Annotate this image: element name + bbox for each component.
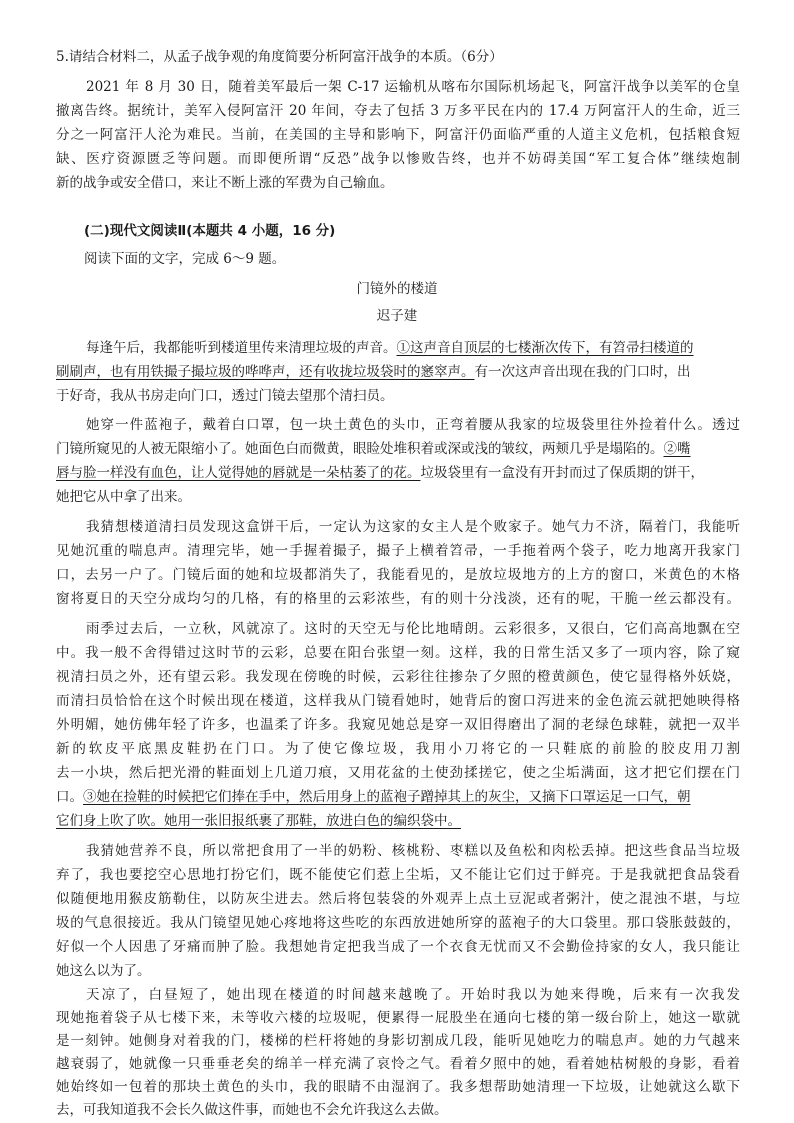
paragraph-line: 我猜想楼道清扫员发现这盒饼干后，一定认为这家的女主人是个败家子。她气力不济，隔着门，我能听 <box>86 519 740 535</box>
paragraph-line: 见她沉重的喘息声。清理完毕，她一手握着撮子，撮子上横着笤帚，一手拖着两个袋子，吃力地离开我家门 <box>56 543 740 559</box>
underlined-sentence-3: ③她在捡鞋的时候把它们捧在手中，然后用身上的蓝袍子蹭掉其上的灰尘，又摘下口罩运足一口气，朝 <box>83 789 691 805</box>
underlined-sentence-3: 它们身上吹了吹。她用一张旧报纸裹了那鞋，放进白色的编织袋中。 <box>56 813 461 829</box>
material-line: 缺、医疗资源匮乏等问题。而即便所谓“反恐”战争以惨败告终，也并不妨碍美国“军工复合体”继续炮制 <box>56 151 740 167</box>
paragraph-line: 我猜她营养不良，所以常把食用了一半的奶粉、核桃粉、枣糕以及鱼松和肉松丢掉。把这些食品当垃圾 <box>86 843 740 859</box>
line-text: 有一次这声音出现在我的门口时，出 <box>474 364 691 380</box>
paragraph-line: 外明媚，她仿佛年轻了许多，也温柔了许多。我窥见她总是穿一双旧得磨出了洞的老绿色球鞋，就把一双半 <box>56 717 740 733</box>
paragraph-line: 圾的气息很接近。我从门镜望见她心疼地将这些吃的东西放进她所穿的蓝袍子的大口袋里。那口袋胀鼓鼓的， <box>56 915 740 931</box>
paragraph-line: 于好奇，我从书房走向门口，透过门镜去望那个清扫员。 <box>56 388 394 404</box>
paragraph-line <box>56 439 740 459</box>
paragraph-line: 雨季过去后，一立秋，风就凉了。这时的天空无与伦比地晴朗。云彩很多，又很白，它们高高地飘在空 <box>86 621 740 637</box>
paragraph-line: 她这么以为了。 <box>56 963 151 979</box>
article-author: 迟子建 <box>376 308 418 324</box>
paragraph-line: 她穿一件蓝袍子，戴着白口罩，包一块土黄色的头巾，正弯着腰从我家的垃圾袋里往外捡着什么。透过 <box>86 417 740 433</box>
paragraph-line: 现她拖着袋子从七楼下来，未等收六楼的垃圾呢，便累得一屁股坐在通向七楼的第一级台阶上，她这一歇就 <box>56 1010 740 1026</box>
underlined-sentence-2: 唇与脸一样没有血色，让人觉得她的唇就是一朵枯萎了的花。 <box>56 465 421 481</box>
paragraph-line <box>56 362 740 382</box>
line-text: 门镜所窥见的人被无限缩小了。她面色白而微黄，眼睑处堆积着或深或浅的皱纹，两颊几乎是塌陷的。 <box>56 441 664 457</box>
material-line: 分之一阿富汗人沦为难民。当前，在美国的主导和影响下，阿富汗仍面临严重的人道主义危机，包括粮食短 <box>56 127 740 143</box>
material-line: 撤离告终。据统计，美军入侵阿富汗 20 年间，夺去了包括 3 万多平民在内的 17.4 万阿富汗人的生命，近三 <box>56 103 740 119</box>
material-line: 2021 年 8 月 30 日，随着美军最后一架 C-17 运输机从喀布尔国际机场起飞，阿富汗战争以美军的仓皇 <box>86 79 740 95</box>
section-heading: (二)现代文阅读Ⅱ(本题共 4 小题，16 分) <box>84 223 336 239</box>
paragraph-line <box>56 787 740 807</box>
line-text: 口。 <box>56 789 83 805</box>
question-5-prompt: 5.请结合材料二，从孟子战争观的角度简要分析阿富汗战争的本质。（6分） <box>56 49 503 65</box>
line-text: 垃圾袋里有一盒没有开封而过了保质期的饼干， <box>420 465 704 481</box>
paragraph-line <box>86 338 740 358</box>
paragraph-line: 是一刻钟。她侧身对着我的门，楼梯的栏杆将她的身影切割成几段，能听见她吃力的喘息声。她的力气越来 <box>56 1033 740 1049</box>
paragraph-line: 天凉了，白昼短了，她出现在楼道的时间越来越晚了。开始时我以为她来得晚，后来有一次我发 <box>86 987 740 1003</box>
underlined-sentence-2: ②嘴 <box>663 441 691 457</box>
paragraph-line: 去，可我知道我不会长久做这件事，而她也不会允许我这么去做。 <box>56 1102 448 1118</box>
paragraph-line: 新的软皮平底黑皮鞋扔在门口。为了使它像垃圾，我用小刀将它的一只鞋底的前脸的胶皮用刀割 <box>56 741 740 757</box>
paragraph-line: 她把它从中拿了出来。 <box>56 489 191 505</box>
material-line: 新的战争或安全借口，来让不断上涨的军费为自己输血。 <box>56 175 394 191</box>
paragraph-line: 弃了，我也要挖空心思地打扮它们，既不能使它们惹上尘垢，又不能让它们过于鲜亮。于是我就把食品袋看 <box>56 867 740 883</box>
paragraph-line <box>56 463 740 483</box>
section-instruction: 阅读下面的文字，完成 6～9 题。 <box>84 251 286 267</box>
paragraph-line: 而清扫员恰恰在这个时候出现在楼道，这样我从门镜看她时，她背后的窗口泻进来的金色流云就把她映得格 <box>56 693 740 709</box>
paragraph-line: 窗将夏日的天空分成均匀的几格，有的格里的云彩浓些，有的则十分浅淡，还有的呢，干脆一丝云都没有。 <box>56 591 740 607</box>
paragraph-line: 她始终如一包着的那块土黄色的头巾，我的眼睛不由湿润了。我多想帮助她清理一下垃圾，让她就这么歇下 <box>56 1079 740 1095</box>
article-title: 门镜外的楼道 <box>356 281 438 297</box>
paragraph-line: 去一小块，然后把光滑的鞋面划上几道刀痕，又用花盆的土使劲揉搓它，使之尘垢满面，这才把它们摆在门 <box>56 765 740 781</box>
line-text: 每逢午后，我都能听到楼道里传来清理垃圾的声音。 <box>86 340 397 356</box>
paragraph-line: 越衰弱了，她就像一只垂垂老矣的绵羊一样充满了哀怜之气。看着夕照中的她，看着她枯树般的身影，看着 <box>56 1056 740 1072</box>
paragraph-line: 好似一个人因患了牙痛而肿了脸。我想她肯定把我当成了一个衣食无忧而又不会勤俭持家的女人，我只能让 <box>56 939 740 955</box>
underlined-sentence-1: 刷刷声，也有用铁撮子撮垃圾的哗哗声，还有收拢垃圾袋时的窸窣声。 <box>56 364 475 380</box>
paragraph-line: 口，去另一户了。门镜后面的她和垃圾都消失了，我能看见的，是放垃圾地方的上方的窗口，米黄色的木格 <box>56 567 740 583</box>
paragraph-line: 视清扫员之外，还有望云彩。我发现在傍晚的时候，云彩往往掺杂了夕照的橙黄颜色，使它显得格外妖娆， <box>56 669 740 685</box>
paragraph-line: 似随便地用猴皮筋勒住，以防灰尘进去。然后将包装袋的外观弄上点土豆泥或者粥汁，使之混浊不堪，与垃 <box>56 891 740 907</box>
underlined-sentence-1: ①这声音自顶层的七楼渐次传下，有笤帚扫楼道的 <box>396 340 694 356</box>
paragraph-line: 中。我一般不舍得错过这时节的云彩，总要在阳台张望一刻。这样，我的日常生活又多了一项内容，除了窥 <box>56 645 740 661</box>
